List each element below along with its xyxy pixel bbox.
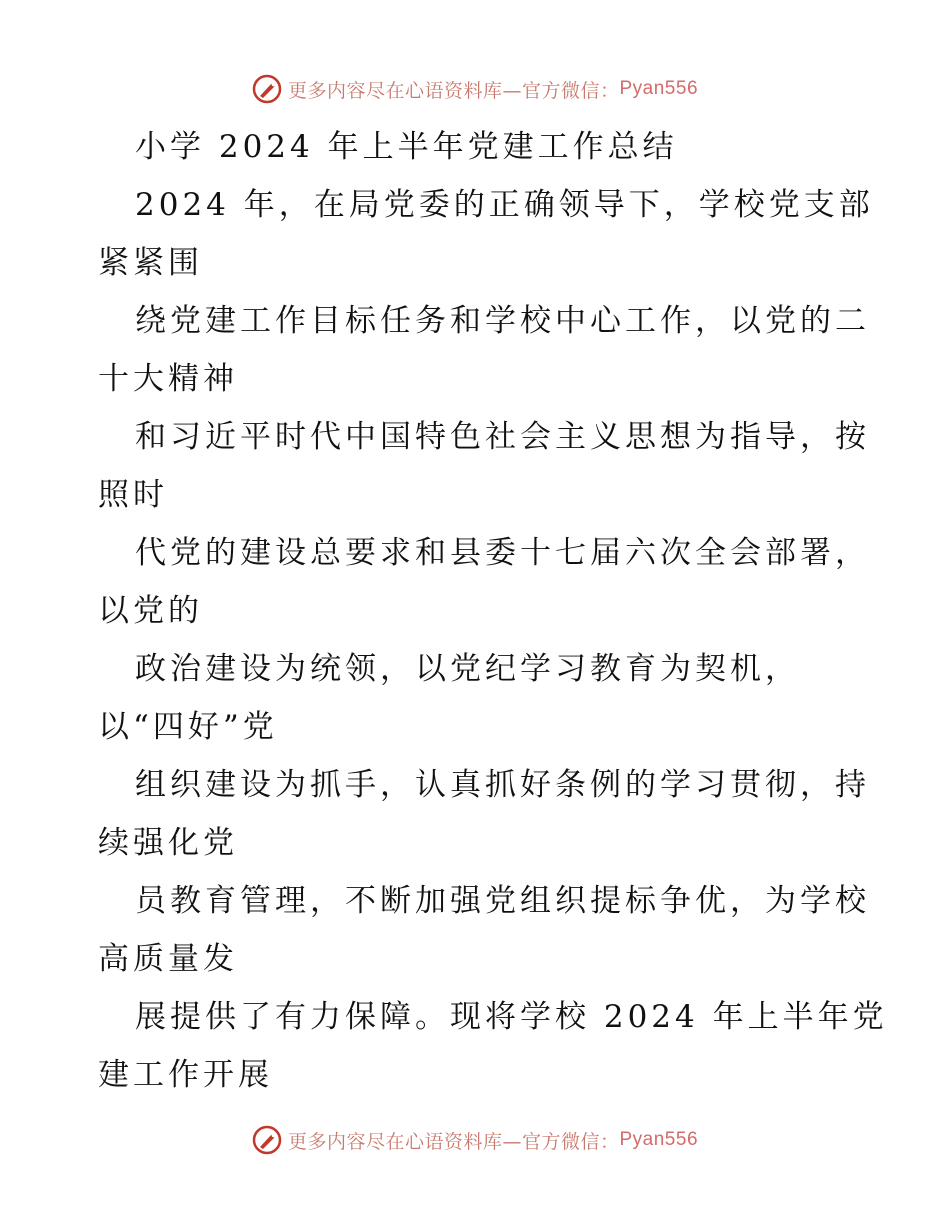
- text-line: 代党的建设总要求和县委十七届六次全会部署，: [135, 535, 870, 571]
- text-line: 政治建设为统领，以党纪学习教育为契机，: [135, 651, 800, 687]
- text-line: 和习近平时代中国特色社会主义思想为指导，按: [135, 419, 870, 455]
- text-line: 组织建设为抓手，认真抓好条例的学习贯彻，持: [135, 767, 870, 803]
- text-line: 以党的: [98, 593, 203, 629]
- pen-seal-icon: [252, 74, 282, 104]
- document-title: 小学 2024 年上半年党建工作总结: [135, 129, 678, 165]
- text-line: 照时: [98, 477, 168, 513]
- text-line: 高质量发: [98, 941, 238, 977]
- text-line: 绕党建工作目标任务和学校中心工作，以党的二: [135, 303, 870, 339]
- text-line: 展提供了有力保障。现将学校 2024 年上半年党: [135, 999, 888, 1035]
- document-body: [98, 118, 888, 1104]
- text-line: 2024 年，在局党委的正确领导下，学校党支部: [135, 187, 874, 223]
- pen-seal-icon: [252, 1125, 282, 1155]
- watermark-header: [0, 69, 950, 109]
- watermark-handle: Pyan556: [619, 1129, 699, 1150]
- watermark-handle: Pyan556: [619, 78, 699, 99]
- text-line: 员教育管理，不断加强党组织提标争优，为学校: [135, 883, 870, 919]
- text-line: 紧紧围: [98, 245, 203, 281]
- text-line: 续强化党: [98, 825, 238, 861]
- watermark-text: 更多内容尽在心语资料库—官方微信：: [287, 1130, 620, 1153]
- text-line: 建工作开展: [98, 1057, 273, 1093]
- text-line: 以“四好”党: [98, 709, 278, 745]
- text-line: 十大精神: [98, 361, 238, 397]
- watermark-footer: [0, 1120, 950, 1160]
- watermark-text: 更多内容尽在心语资料库—官方微信：: [287, 79, 620, 102]
